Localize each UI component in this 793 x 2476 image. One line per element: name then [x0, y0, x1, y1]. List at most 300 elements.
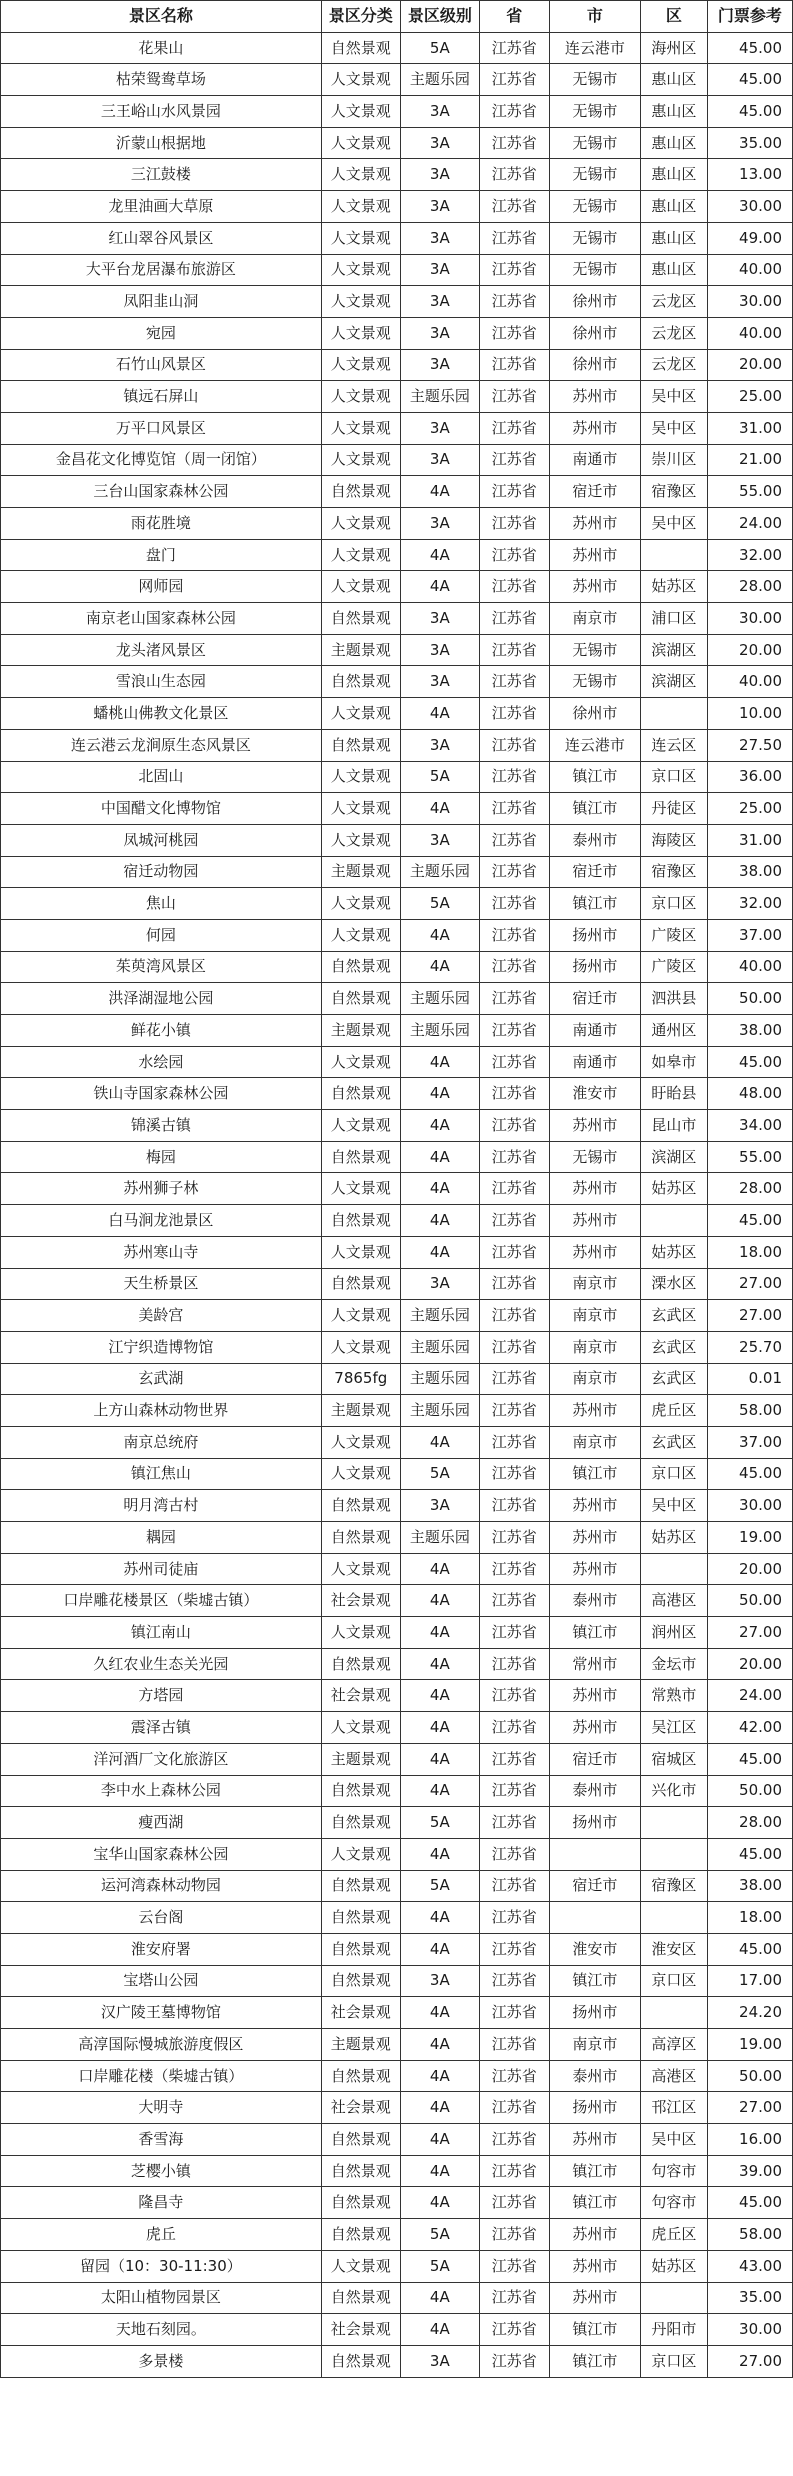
category-cell: 人文景观 — [321, 919, 400, 951]
category-cell: 自然景观 — [321, 1870, 400, 1902]
district-cell: 惠山区 — [640, 96, 707, 128]
city-cell: 苏州市 — [549, 1553, 640, 1585]
province-cell: 江苏省 — [479, 159, 549, 191]
city-cell: 南京市 — [549, 1426, 640, 1458]
table-row — [1, 1997, 793, 2029]
level-cell: 4A — [400, 1775, 479, 1807]
level-cell: 3A — [400, 666, 479, 698]
province-cell: 江苏省 — [479, 1522, 549, 1554]
level-cell: 4A — [400, 2029, 479, 2061]
level-cell: 4A — [400, 1173, 479, 1205]
ticket-price-cell: 58.00 — [707, 1395, 792, 1427]
district-cell: 宿豫区 — [640, 476, 707, 508]
table-row — [1, 1331, 793, 1363]
ticket-price-cell: 38.00 — [707, 1870, 792, 1902]
ticket-price-cell: 45.00 — [707, 1046, 792, 1078]
district-cell: 如皋市 — [640, 1046, 707, 1078]
province-cell: 江苏省 — [479, 1648, 549, 1680]
category-cell: 人文景观 — [321, 317, 400, 349]
name-cell: 南京总统府 — [1, 1426, 322, 1458]
table-row — [1, 1712, 793, 1744]
province-cell: 江苏省 — [479, 1870, 549, 1902]
table-row — [1, 2029, 793, 2061]
table-row — [1, 1046, 793, 1078]
name-cell: 镇江南山 — [1, 1617, 322, 1649]
table-row — [1, 2250, 793, 2282]
category-cell: 自然景观 — [321, 1205, 400, 1237]
province-cell: 江苏省 — [479, 1141, 549, 1173]
district-cell: 虎丘区 — [640, 2219, 707, 2251]
ticket-price-cell: 20.00 — [707, 1553, 792, 1585]
district-cell: 盱眙县 — [640, 1078, 707, 1110]
name-cell: 芝樱小镇 — [1, 2155, 322, 2187]
district-cell: 丹阳市 — [640, 2314, 707, 2346]
table-row — [1, 919, 793, 951]
city-cell: 扬州市 — [549, 919, 640, 951]
province-cell: 江苏省 — [479, 1395, 549, 1427]
city-cell: 镇江市 — [549, 1617, 640, 1649]
province-cell: 江苏省 — [479, 1965, 549, 1997]
table-row — [1, 1395, 793, 1427]
table-row — [1, 286, 793, 318]
level-cell: 主题乐园 — [400, 381, 479, 413]
table-row — [1, 191, 793, 223]
level-cell: 3A — [400, 729, 479, 761]
city-cell: 泰州市 — [549, 1775, 640, 1807]
district-cell: 吴中区 — [640, 1490, 707, 1522]
ticket-price-cell: 40.00 — [707, 951, 792, 983]
table-row — [1, 32, 793, 64]
table-row — [1, 1522, 793, 1554]
province-cell: 江苏省 — [479, 32, 549, 64]
table-row — [1, 698, 793, 730]
level-cell: 4A — [400, 2124, 479, 2156]
ticket-price-cell: 49.00 — [707, 222, 792, 254]
city-cell: 泰州市 — [549, 824, 640, 856]
district-cell: 润州区 — [640, 1617, 707, 1649]
ticket-price-cell: 36.00 — [707, 761, 792, 793]
city-cell: 苏州市 — [549, 571, 640, 603]
category-cell: 自然景观 — [321, 32, 400, 64]
category-cell: 人文景观 — [321, 2250, 400, 2282]
city-cell: 镇江市 — [549, 793, 640, 825]
city-cell — [549, 1902, 640, 1934]
city-cell: 南通市 — [549, 1046, 640, 1078]
level-cell: 4A — [400, 476, 479, 508]
city-cell: 苏州市 — [549, 2250, 640, 2282]
city-cell: 徐州市 — [549, 349, 640, 381]
category-cell: 主题景观 — [321, 856, 400, 888]
name-cell: 大平台龙居瀑布旅游区 — [1, 254, 322, 286]
ticket-price-cell: 19.00 — [707, 1522, 792, 1554]
name-cell: 上方山森林动物世界 — [1, 1395, 322, 1427]
level-cell: 4A — [400, 793, 479, 825]
ticket-price-cell: 55.00 — [707, 476, 792, 508]
city-cell: 镇江市 — [549, 1458, 640, 1490]
level-cell: 4A — [400, 1078, 479, 1110]
province-cell: 江苏省 — [479, 919, 549, 951]
category-cell: 人文景观 — [321, 1838, 400, 1870]
district-cell: 姑苏区 — [640, 1522, 707, 1554]
province-cell: 江苏省 — [479, 254, 549, 286]
ticket-price-cell: 16.00 — [707, 2124, 792, 2156]
category-cell: 人文景观 — [321, 1300, 400, 1332]
table-row — [1, 1205, 793, 1237]
category-cell: 自然景观 — [321, 1807, 400, 1839]
province-cell: 江苏省 — [479, 412, 549, 444]
category-cell: 人文景观 — [321, 286, 400, 318]
name-cell: 多景楼 — [1, 2345, 322, 2377]
province-cell: 江苏省 — [479, 2314, 549, 2346]
ticket-price-cell: 18.00 — [707, 1902, 792, 1934]
province-cell: 江苏省 — [479, 127, 549, 159]
province-cell: 江苏省 — [479, 1015, 549, 1047]
level-cell: 4A — [400, 1236, 479, 1268]
level-cell: 4A — [400, 919, 479, 951]
district-cell — [640, 539, 707, 571]
name-cell: 宝华山国家森林公园 — [1, 1838, 322, 1870]
name-cell: 花果山 — [1, 32, 322, 64]
district-cell: 兴化市 — [640, 1775, 707, 1807]
name-cell: 三江鼓楼 — [1, 159, 322, 191]
ticket-price-cell: 38.00 — [707, 856, 792, 888]
province-cell: 江苏省 — [479, 571, 549, 603]
name-cell: 高淳国际慢城旅游度假区 — [1, 2029, 322, 2061]
district-cell: 高港区 — [640, 1585, 707, 1617]
category-cell: 自然景观 — [321, 1268, 400, 1300]
province-cell: 江苏省 — [479, 1046, 549, 1078]
level-cell: 3A — [400, 412, 479, 444]
district-cell: 姑苏区 — [640, 2250, 707, 2282]
table-row — [1, 1775, 793, 1807]
table-row — [1, 888, 793, 920]
name-cell: 网师园 — [1, 571, 322, 603]
name-cell: 万平口风景区 — [1, 412, 322, 444]
level-cell: 3A — [400, 634, 479, 666]
ticket-price-cell: 40.00 — [707, 254, 792, 286]
level-cell: 5A — [400, 1458, 479, 1490]
category-cell: 人文景观 — [321, 1426, 400, 1458]
name-cell: 太阳山植物园景区 — [1, 2282, 322, 2314]
city-cell: 苏州市 — [549, 1712, 640, 1744]
city-cell: 连云港市 — [549, 729, 640, 761]
name-cell: 金昌花文化博览馆（周一闭馆） — [1, 444, 322, 476]
district-cell: 吴中区 — [640, 412, 707, 444]
name-cell: 镇远石屏山 — [1, 381, 322, 413]
category-cell: 自然景观 — [321, 729, 400, 761]
city-cell: 无锡市 — [549, 222, 640, 254]
level-cell: 3A — [400, 603, 479, 635]
district-cell — [640, 1997, 707, 2029]
ticket-price-cell: 34.00 — [707, 1110, 792, 1142]
level-cell: 3A — [400, 508, 479, 540]
category-cell: 人文景观 — [321, 1046, 400, 1078]
city-cell: 无锡市 — [549, 64, 640, 96]
category-cell: 自然景观 — [321, 2219, 400, 2251]
district-cell: 宿豫区 — [640, 856, 707, 888]
district-cell — [640, 1205, 707, 1237]
table-row — [1, 2282, 793, 2314]
level-cell: 主题乐园 — [400, 64, 479, 96]
name-cell: 龙头渚风景区 — [1, 634, 322, 666]
district-cell — [640, 1553, 707, 1585]
table-row — [1, 951, 793, 983]
province-cell: 江苏省 — [479, 2060, 549, 2092]
ticket-price-cell: 38.00 — [707, 1015, 792, 1047]
district-cell: 京口区 — [640, 1965, 707, 1997]
district-cell — [640, 1807, 707, 1839]
ticket-price-cell: 45.00 — [707, 1933, 792, 1965]
name-cell: 蟠桃山佛教文化景区 — [1, 698, 322, 730]
ticket-price-cell: 28.00 — [707, 1807, 792, 1839]
name-cell: 南京老山国家森林公园 — [1, 603, 322, 635]
column-header-city: 市 — [549, 1, 640, 33]
city-cell: 扬州市 — [549, 1997, 640, 2029]
level-cell: 4A — [400, 1648, 479, 1680]
city-cell: 南京市 — [549, 1363, 640, 1395]
level-cell: 3A — [400, 444, 479, 476]
table-row — [1, 824, 793, 856]
district-cell: 惠山区 — [640, 159, 707, 191]
category-cell: 人文景观 — [321, 444, 400, 476]
province-cell: 江苏省 — [479, 508, 549, 540]
ticket-price-cell: 50.00 — [707, 1775, 792, 1807]
city-cell: 徐州市 — [549, 698, 640, 730]
city-cell: 无锡市 — [549, 1141, 640, 1173]
level-cell: 4A — [400, 2282, 479, 2314]
name-cell: 震泽古镇 — [1, 1712, 322, 1744]
name-cell: 红山翠谷风景区 — [1, 222, 322, 254]
table-row — [1, 1680, 793, 1712]
ticket-price-cell: 32.00 — [707, 888, 792, 920]
level-cell: 4A — [400, 2060, 479, 2092]
table-row — [1, 476, 793, 508]
name-cell: 凤阳韭山洞 — [1, 286, 322, 318]
category-cell: 自然景观 — [321, 1522, 400, 1554]
table-row — [1, 1648, 793, 1680]
district-cell: 惠山区 — [640, 64, 707, 96]
district-cell — [640, 2282, 707, 2314]
city-cell: 扬州市 — [549, 951, 640, 983]
table-row — [1, 381, 793, 413]
city-cell: 苏州市 — [549, 539, 640, 571]
city-cell — [549, 1838, 640, 1870]
name-cell: 茱萸湾风景区 — [1, 951, 322, 983]
ticket-price-cell: 35.00 — [707, 2282, 792, 2314]
province-cell: 江苏省 — [479, 2250, 549, 2282]
ticket-price-cell: 24.20 — [707, 1997, 792, 2029]
city-cell: 南京市 — [549, 1300, 640, 1332]
district-cell: 滨湖区 — [640, 634, 707, 666]
city-cell: 无锡市 — [549, 666, 640, 698]
level-cell: 5A — [400, 888, 479, 920]
name-cell: 洪泽湖湿地公园 — [1, 983, 322, 1015]
district-cell: 京口区 — [640, 888, 707, 920]
name-cell: 洋河酒厂文化旅游区 — [1, 1743, 322, 1775]
category-cell: 主题景观 — [321, 2029, 400, 2061]
ticket-price-cell: 17.00 — [707, 1965, 792, 1997]
category-cell: 人文景观 — [321, 96, 400, 128]
district-cell: 吴中区 — [640, 508, 707, 540]
city-cell: 苏州市 — [549, 381, 640, 413]
ticket-price-cell: 50.00 — [707, 2060, 792, 2092]
city-cell: 镇江市 — [549, 1965, 640, 1997]
level-cell: 3A — [400, 159, 479, 191]
province-cell: 江苏省 — [479, 888, 549, 920]
city-cell: 无锡市 — [549, 191, 640, 223]
category-cell: 自然景观 — [321, 1902, 400, 1934]
province-cell: 江苏省 — [479, 64, 549, 96]
city-cell: 南通市 — [549, 1015, 640, 1047]
province-cell: 江苏省 — [479, 2345, 549, 2377]
category-cell: 人文景观 — [321, 222, 400, 254]
table-row — [1, 1870, 793, 1902]
name-cell: 凤城河桃园 — [1, 824, 322, 856]
level-cell: 4A — [400, 1997, 479, 2029]
ticket-price-cell: 27.00 — [707, 2092, 792, 2124]
table-row — [1, 2060, 793, 2092]
province-cell: 江苏省 — [479, 698, 549, 730]
province-cell: 江苏省 — [479, 856, 549, 888]
category-cell: 自然景观 — [321, 1648, 400, 1680]
province-cell: 江苏省 — [479, 1933, 549, 1965]
district-cell: 玄武区 — [640, 1426, 707, 1458]
table-row — [1, 1902, 793, 1934]
table-row — [1, 444, 793, 476]
level-cell: 4A — [400, 1902, 479, 1934]
name-cell: 石竹山风景区 — [1, 349, 322, 381]
level-cell: 3A — [400, 1490, 479, 1522]
province-cell: 江苏省 — [479, 1997, 549, 2029]
name-cell: 中国醋文化博物馆 — [1, 793, 322, 825]
province-cell: 江苏省 — [479, 286, 549, 318]
district-cell: 玄武区 — [640, 1331, 707, 1363]
table-row — [1, 2092, 793, 2124]
province-cell: 江苏省 — [479, 349, 549, 381]
table-row — [1, 634, 793, 666]
district-cell: 云龙区 — [640, 286, 707, 318]
table-row — [1, 793, 793, 825]
ticket-price-cell: 37.00 — [707, 1426, 792, 1458]
level-cell: 主题乐园 — [400, 1395, 479, 1427]
category-cell: 自然景观 — [321, 2124, 400, 2156]
level-cell: 4A — [400, 1110, 479, 1142]
city-cell: 南京市 — [549, 2029, 640, 2061]
district-cell: 海陵区 — [640, 824, 707, 856]
table-row — [1, 571, 793, 603]
city-cell: 苏州市 — [549, 1522, 640, 1554]
level-cell: 3A — [400, 286, 479, 318]
city-cell: 苏州市 — [549, 2124, 640, 2156]
province-cell: 江苏省 — [479, 1585, 549, 1617]
level-cell: 5A — [400, 32, 479, 64]
city-cell: 无锡市 — [549, 254, 640, 286]
name-cell: 云台阁 — [1, 1902, 322, 1934]
province-cell: 江苏省 — [479, 2155, 549, 2187]
ticket-price-cell: 58.00 — [707, 2219, 792, 2251]
table-body — [1, 32, 793, 2377]
city-cell: 宿迁市 — [549, 983, 640, 1015]
ticket-price-cell: 30.00 — [707, 191, 792, 223]
category-cell: 人文景观 — [321, 1236, 400, 1268]
name-cell: 梅园 — [1, 1141, 322, 1173]
ticket-price-cell: 30.00 — [707, 603, 792, 635]
ticket-price-cell: 45.00 — [707, 1458, 792, 1490]
table-row — [1, 96, 793, 128]
category-cell: 人文景观 — [321, 824, 400, 856]
district-cell: 泗洪县 — [640, 983, 707, 1015]
ticket-price-cell: 45.00 — [707, 1743, 792, 1775]
level-cell: 主题乐园 — [400, 1300, 479, 1332]
district-cell: 姑苏区 — [640, 1236, 707, 1268]
city-cell: 扬州市 — [549, 1807, 640, 1839]
ticket-price-cell: 42.00 — [707, 1712, 792, 1744]
province-cell: 江苏省 — [479, 2092, 549, 2124]
city-cell: 镇江市 — [549, 2155, 640, 2187]
table-row — [1, 1300, 793, 1332]
district-cell: 惠山区 — [640, 191, 707, 223]
level-cell: 4A — [400, 1617, 479, 1649]
city-cell: 无锡市 — [549, 159, 640, 191]
category-cell: 人文景观 — [321, 159, 400, 191]
table-row — [1, 1458, 793, 1490]
level-cell: 3A — [400, 349, 479, 381]
ticket-price-cell: 31.00 — [707, 412, 792, 444]
level-cell: 4A — [400, 698, 479, 730]
district-cell: 吴中区 — [640, 381, 707, 413]
province-cell: 江苏省 — [479, 1743, 549, 1775]
category-cell: 人文景观 — [321, 381, 400, 413]
province-cell: 江苏省 — [479, 1458, 549, 1490]
district-cell: 通州区 — [640, 1015, 707, 1047]
name-cell: 三王峪山水风景园 — [1, 96, 322, 128]
ticket-price-cell: 27.00 — [707, 2345, 792, 2377]
level-cell: 3A — [400, 222, 479, 254]
district-cell: 京口区 — [640, 761, 707, 793]
district-cell — [640, 698, 707, 730]
district-cell: 京口区 — [640, 2345, 707, 2377]
city-cell: 苏州市 — [549, 2282, 640, 2314]
name-cell: 李中水上森林公园 — [1, 1775, 322, 1807]
city-cell: 泰州市 — [549, 1585, 640, 1617]
province-cell: 江苏省 — [479, 444, 549, 476]
ticket-price-cell: 25.70 — [707, 1331, 792, 1363]
level-cell: 4A — [400, 1680, 479, 1712]
ticket-price-cell: 35.00 — [707, 127, 792, 159]
ticket-price-cell: 24.00 — [707, 1680, 792, 1712]
table-row — [1, 1807, 793, 1839]
name-cell: 三台山国家森林公园 — [1, 476, 322, 508]
category-cell: 人文景观 — [321, 793, 400, 825]
ticket-price-cell: 27.00 — [707, 1617, 792, 1649]
city-cell: 苏州市 — [549, 1395, 640, 1427]
table-row — [1, 729, 793, 761]
header-row — [1, 1, 793, 33]
table-row — [1, 317, 793, 349]
category-cell: 人文景观 — [321, 254, 400, 286]
name-cell: 虎丘 — [1, 2219, 322, 2251]
city-cell: 扬州市 — [549, 2092, 640, 2124]
province-cell: 江苏省 — [479, 824, 549, 856]
province-cell: 江苏省 — [479, 603, 549, 635]
level-cell: 3A — [400, 191, 479, 223]
column-header-category: 景区分类 — [321, 1, 400, 33]
ticket-price-cell: 55.00 — [707, 1141, 792, 1173]
table-row — [1, 1838, 793, 1870]
name-cell: 北固山 — [1, 761, 322, 793]
level-cell: 主题乐园 — [400, 856, 479, 888]
category-cell: 人文景观 — [321, 888, 400, 920]
